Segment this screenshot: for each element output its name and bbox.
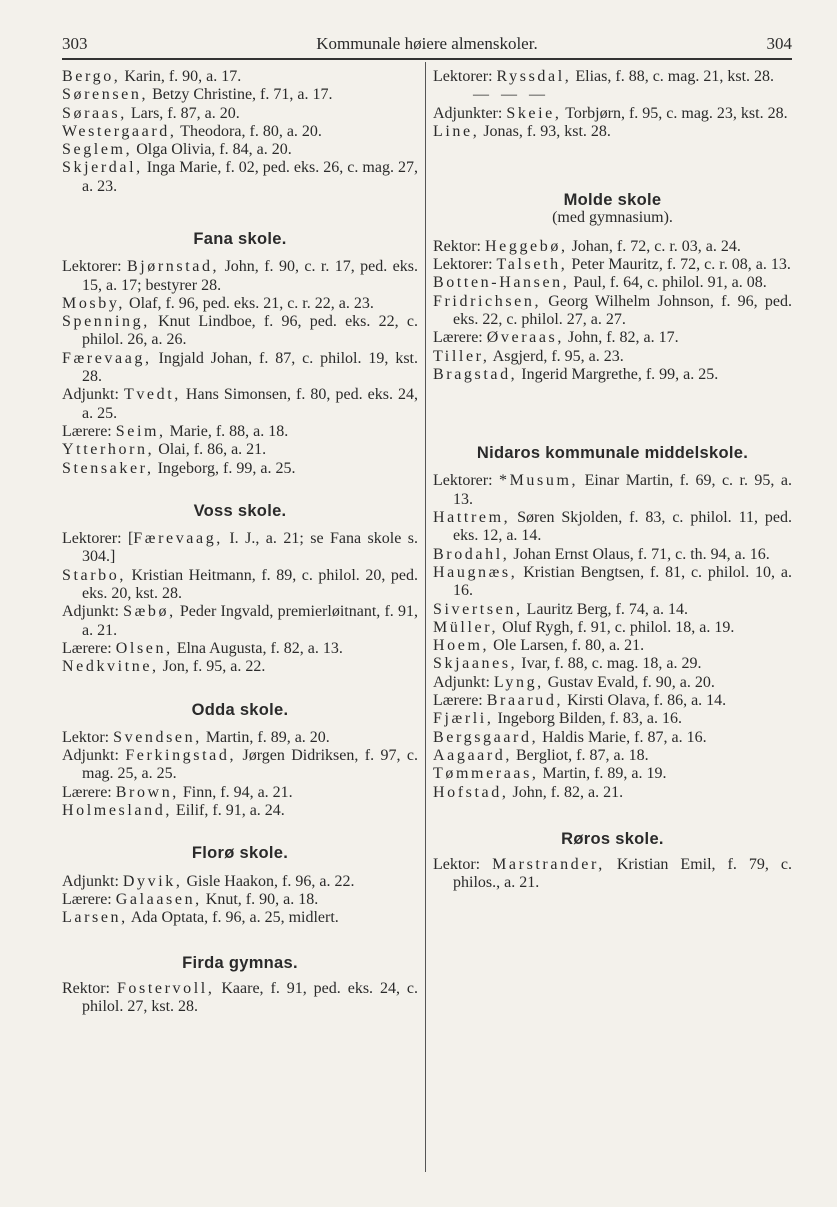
entry: Westergaard, Theodora, f. 80, a. 20.: [62, 122, 322, 140]
entry: Lektor: Svendsen, Martin, f. 89, a. 20.: [62, 728, 330, 746]
entry: Larsen, Ada Optata, f. 96, a. 25, midlert.: [62, 909, 339, 927]
entry: Line, Jonas, f. 93, kst. 28.: [433, 122, 611, 140]
entry: Seglem, Olga Olivia, f. 84, a. 20.: [62, 141, 292, 159]
entry: Holmesland, Eilif, f. 91, a. 24.: [62, 802, 285, 820]
entry: Sivertsen, Lauritz Berg, f. 74, a. 14.: [433, 600, 688, 618]
entry: Adjunkt: Sæbø, Peder Ingvald, premierløitnant, f. 91, a. 21.: [62, 603, 419, 639]
entry: Mosby, Olaf, f. 96, ped. eks. 21, c. r. 22, a. 23.: [62, 294, 374, 312]
entry: Botten-Hansen, Paul, f. 64, c. philol. 91, a. 08.: [433, 274, 767, 292]
page-number-left: 303: [62, 34, 88, 53]
entry: Bergsgaard, Haldis Marie, f. 87, a. 16.: [433, 728, 707, 746]
separator-dashes: — — —: [473, 86, 549, 104]
entry: Fjærli, Ingeborg Bilden, f. 83, a. 16.: [433, 710, 682, 728]
entry: Lærere: Seim, Marie, f. 88, a. 18.: [62, 422, 289, 440]
entry: Adjunkt: Dyvik, Gisle Haakon, f. 96, a. 22.: [62, 872, 355, 890]
entry: Lektorer: Bjørnstad, John, f. 90, c. r. 17, ped. eks. 15, a. 17; bestyrer 28.: [62, 258, 418, 294]
section-heading: Fana skole.: [193, 230, 287, 248]
entry: Lærere: Øveraas, John, f. 82, a. 17.: [433, 329, 679, 347]
entry: Haugnæs, Kristian Bengtsen, f. 81, c. philol. 10, a. 16.: [433, 563, 792, 600]
entry: Aagaard, Bergliot, f. 87, a. 18.: [433, 746, 649, 764]
section-molde: [433, 191, 792, 384]
section-odda: [62, 701, 418, 821]
entry: Nedkvitne, Jon, f. 95, a. 22.: [62, 658, 266, 676]
entry: Hofstad, John, f. 82, a. 21.: [433, 783, 624, 801]
entry: Müller, Oluf Rygh, f. 91, c. philol. 18, a. 19.: [433, 618, 735, 636]
entry: Sørensen, Betzy Christine, f. 71, a. 17.: [62, 86, 333, 104]
section-roros: [433, 830, 792, 893]
entry: Søraas, Lars, f. 87, a. 20.: [62, 104, 240, 122]
left-column: [62, 68, 418, 1016]
entry: Rektor: Fostervoll, Kaare, f. 91, ped. eks. 24, c. philol. 27, kst. 28.: [62, 979, 419, 1016]
section-heading: Molde skole: [563, 191, 662, 210]
section-subheading: (med gymnasium).: [552, 209, 673, 227]
page-number-right: 304: [766, 34, 792, 53]
entry: Tiller, Asgjerd, f. 95, a. 23.: [433, 347, 624, 365]
entry: Hoem, Ole Larsen, f. 80, a. 21.: [433, 637, 645, 655]
entry: Lektorer: Ryssdal, Elias, f. 88, c. mag. 21, kst. 28.: [433, 68, 775, 85]
entry: Adjunkter: Skeie, Torbjørn, f. 95, c. mag. 23, kst. 28.: [433, 104, 788, 122]
top-entries-list: [62, 68, 418, 216]
entry: Adjunkt: Tvedt, Hans Simonsen, f. 80, ped. eks. 24, a. 25.: [62, 386, 419, 422]
running-title: Kommunale høiere almenskoler.: [316, 34, 538, 53]
entry: Brodahl, Johan Ernst Olaus, f. 71, c. th. 94, a. 16.: [433, 545, 770, 563]
section-heading: Firda gymnas.: [182, 953, 298, 972]
entry: Rektor: Heggebø, Johan, f. 72, c. r. 03, a. 24.: [433, 237, 741, 255]
entry: Lærere: Olsen, Elna Augusta, f. 82, a. 13.: [62, 639, 343, 657]
entry: Færevaag, Ingjald Johan, f. 87, c. philol. 19, kst. 28.: [62, 349, 418, 386]
entry: Starbo, Kristian Heitmann, f. 89, c. philol. 20, ped. eks. 20, kst. 28.: [62, 566, 418, 603]
section-heading: Voss skole.: [193, 501, 287, 520]
section-heading: Odda skole.: [191, 700, 289, 719]
section-heading: Florø skole.: [191, 844, 289, 863]
entry: Lektorer: [Færevaag, I. J., a. 21; se Fana skole s. 304.]: [62, 530, 418, 566]
entry: Ytterhorn, Olai, f. 86, a. 21.: [62, 441, 267, 459]
entry: Skjaanes, Ivar, f. 88, c. mag. 18, a. 29.: [433, 655, 702, 673]
section-heading: Nidaros kommunale middelskole.: [476, 444, 749, 463]
entry: Adjunkt: Ferkingstad, Jørgen Didriksen, f. 97, c. mag. 25, a. 25.: [62, 747, 419, 783]
entry: Lektorer: *Musum, Einar Martin, f. 69, c. r. 95, a. 13.: [433, 472, 793, 508]
section-nidaros: [433, 444, 792, 802]
section-fana: [62, 230, 418, 478]
entry: Lærere: Brown, Finn, f. 94, a. 21.: [62, 783, 293, 801]
entry: Adjunkt: Lyng, Gustav Evald, f. 90, a. 20.: [433, 673, 715, 691]
right-column: [433, 68, 792, 893]
entry: Lektorer: Talseth, Peter Mauritz, f. 72, c. r. 08, a. 13.: [433, 256, 791, 274]
section-firda: [62, 954, 418, 1017]
entry: Skjerdal, Inga Marie, f. 02, ped. eks. 26, c. mag. 27, a. 23.: [62, 159, 418, 195]
entry: Lektor: Marstrander, Kristian Emil, f. 79, c. philos., a. 21.: [433, 856, 792, 892]
entry: Hattrem, Søren Skjolden, f. 83, c. philol. 11, ped. eks. 12, a. 14.: [433, 509, 792, 545]
section-heading: Røros skole.: [561, 829, 664, 848]
column-divider: [425, 62, 426, 1172]
entry: Lærere: Galaasen, Knut, f. 90, a. 18.: [62, 890, 319, 908]
section-floro: [62, 844, 418, 927]
entry: Fridrichsen, Georg Wilhelm Johnson, f. 96, ped. eks. 22, c. philol. 27, a. 27.: [433, 292, 792, 328]
section-voss: [62, 502, 418, 677]
entry: Lærere: Braarud, Kirsti Olava, f. 86, a. 14.: [433, 692, 727, 710]
entry: Spenning, Knut Lindboe, f. 96, ped. eks. 22, c. philol. 26, a. 26.: [62, 313, 418, 349]
entry: Bergo, Karin, f. 90, a. 17.: [62, 68, 242, 85]
entry: Tømmeraas, Martin, f. 89, a. 19.: [433, 765, 667, 783]
header-rule: [62, 58, 792, 60]
page-header: [62, 34, 792, 58]
entry: Bragstad, Ingerid Margrethe, f. 99, a. 25.: [433, 365, 719, 383]
entry: Stensaker, Ingeborg, f. 99, a. 25.: [62, 459, 296, 477]
